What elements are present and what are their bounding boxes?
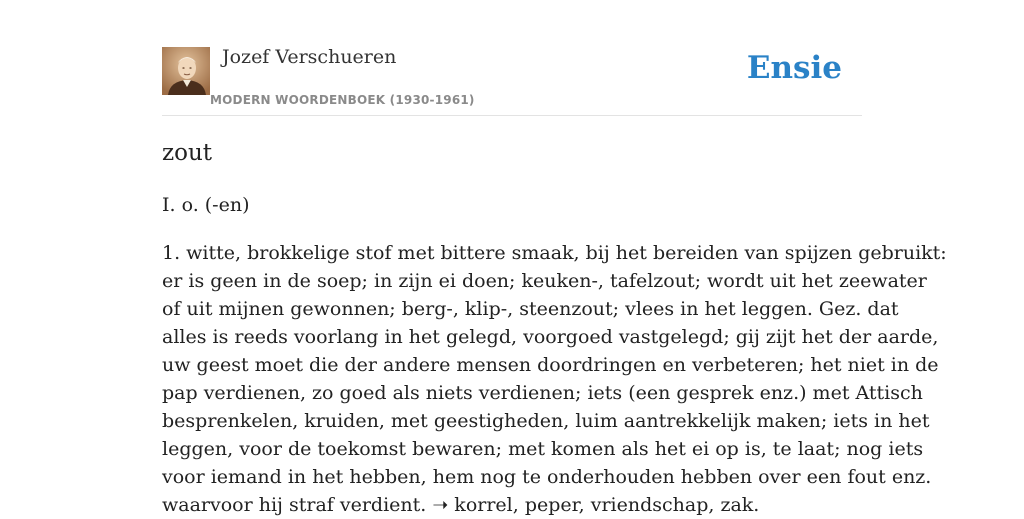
definition-line: er is geen in de soep; in zijn ei doen; keuken-, tafelzout; wordt uit het zeewater — [162, 270, 927, 292]
page — [162, 0, 947, 516]
definition-line: waarvoor hij straf verdient. ➝ korrel, peper, vriendschap, zak. — [162, 494, 760, 516]
definition-line: of uit mijnen gewonnen; berg-, klip-, steenzout; vlees in het leggen. Gez. dat — [162, 298, 899, 320]
entry-headword: zout — [162, 140, 213, 166]
entry-definition — [162, 239, 947, 519]
author-name[interactable]: Jozef Verschueren — [222, 46, 397, 68]
author-avatar[interactable] — [162, 47, 210, 95]
definition-line: pap verdienen, zo goed als niets verdienen; iets (een gesprek enz.) met Attisch — [162, 382, 923, 404]
definition-line: uw geest moet die der andere mensen doordringen en verbeteren; het niet in de — [162, 354, 939, 376]
definition-line: voor iemand in het hebben, hem nog te onderhouden hebben over een fout enz. — [162, 466, 932, 488]
definition-line: 1. witte, brokkelige stof met bittere smaak, bij het bereiden van spijzen gebruikt: — [162, 242, 947, 264]
source-label[interactable]: MODERN WOORDENBOEK (1930-1961) — [210, 93, 475, 107]
definition-line: leggen, voor de toekomst bewaren; met komen als het ei op is, te laat; nog iets — [162, 438, 924, 460]
brand-logo[interactable]: Ensie — [746, 50, 842, 86]
portrait-image — [162, 47, 210, 95]
definition-line: alles is reeds voorlang in het gelegd, voorgoed vastgelegd; gij zijt het der aarde, — [162, 326, 939, 348]
grammar-info: I. o. (-en) — [162, 194, 250, 216]
entry-header — [162, 0, 862, 116]
definition-line: besprenkelen, kruiden, met geestigheden, luim aantrekkelijk maken; iets in het — [162, 410, 930, 432]
